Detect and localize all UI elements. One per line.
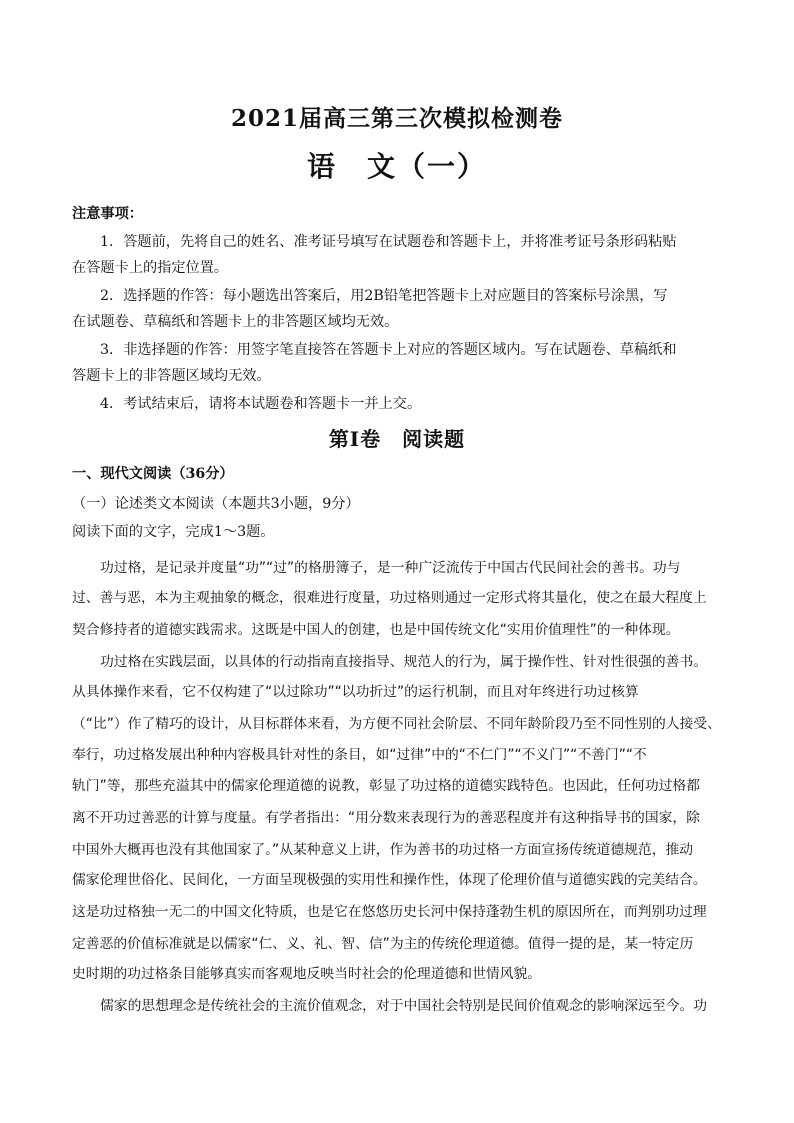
part-heading: 一、现代文阅读（36分） — [72, 466, 234, 482]
notice-line: 4．考试结束后，请将本试题卷和答题卡一并上交。 — [100, 396, 422, 412]
passage-line: 功过格在实践层面，以具体的行动指南直接指导、规范人的行为，属于操作性、针对性很强的善书。 — [100, 654, 708, 670]
passage-line: 定善恶的价值标准就是以儒家“仁、义、礼、智、信”为主的传统伦理道德。值得一提的是，某一特定历 — [72, 936, 694, 952]
notice-line: 1．答题前，先将自己的姓名、准考证号填写在试题卷和答题卡上，并将准考证号条形码粘贴 — [100, 234, 677, 250]
passage-line: 奉行，功过格发展出种种内容极具针对性的条目，如“过律”中的“不仁门”“不义门”“不善门”“不 — [72, 747, 647, 763]
notice-line: 答题卡上的非答题区域均无效。 — [72, 368, 271, 384]
passage-line: 契合修持者的道德实践需求。这既是中国人的创建，也是中国传统文化“实用价值理性”的一种体现。 — [72, 622, 680, 638]
instruction-text: 阅读下面的文字，完成1～3题。 — [72, 524, 275, 540]
exam-title: 2021届高三第三次模拟检测卷 — [230, 105, 563, 132]
notice-line: 2．选择题的作答：每小题选出答案后，用2B铅笔把答题卡上对应题目的答案标号涂黑，写 — [100, 288, 668, 304]
passage-line: 从具体操作来看，它不仅构建了“以过除功”“以功折过”的运行机制，而且对年终进行功过核算 — [72, 684, 639, 700]
passage-line: 史时期的功过格条目能够真实而客观地反映当时社会的伦理道德和世情风貌。 — [72, 966, 542, 982]
notice-line: 3．非选择题的作答：用签字笔直接答在答题卡上对应的答题区域内。写在试题卷、草稿纸和 — [100, 342, 677, 358]
subject-title: 语 文（一） — [306, 150, 487, 183]
notice-heading: 注意事项： — [72, 206, 143, 222]
passage-line: 轨门”等，那些充溢其中的儒家伦理道德的说教，彰显了功过格的道德实践特色。也因此，任何功过格都 — [72, 778, 701, 794]
passage-line: 中国外大概再也没有其他国家了。”从某种意义上讲，作为善书的功过格一方面宣扬传统道德规范，推动 — [72, 842, 694, 858]
passage-line: 离不开功过善恶的计算与度量。有学者指出：“用分数来表现行为的善恶程度并有这种指导书的国家，除 — [72, 810, 701, 826]
passage-line: 功过格，是记录并度量“功”“过”的格册簿子，是一种广泛流传于中国古代民间社会的善书。功与 — [100, 560, 681, 576]
passage-line: 儒家的思想理念是传统社会的主流价值观念，对于中国社会特别是民间价值观念的影响深远至今。功 — [100, 998, 708, 1014]
passage-line: 过、善与恶，本为主观抽象的概念，很难进行度量，功过格则通过一定形式将其量化，使之在最大程度上 — [72, 590, 707, 606]
notice-line: 在试题卷、草稿纸和答题卡上的非答题区域均无效。 — [72, 314, 399, 330]
notice-line: 在答题卡上的指定位置。 — [72, 260, 229, 276]
passage-line: 这是功过格独一无二的中国文化特质，也是它在悠悠历史长河中保持蓬勃生机的原因所在，而判别功过理 — [72, 904, 707, 920]
passage-line: （“比”）作了精巧的设计，从目标群体来看，为方便不同社会阶层、不同年龄阶段乃至不同性别的人接受、 — [72, 716, 721, 732]
passage-line: 儒家伦理世俗化、民间化，一方面呈现极强的实用性和操作性，体现了伦理价值与道德实践的完美结合。 — [72, 872, 707, 888]
subpart-heading: （一）论述类文本阅读（本题共3小题，9分） — [72, 496, 360, 512]
section-title: 第Ⅰ卷 阅读题 — [328, 427, 466, 451]
